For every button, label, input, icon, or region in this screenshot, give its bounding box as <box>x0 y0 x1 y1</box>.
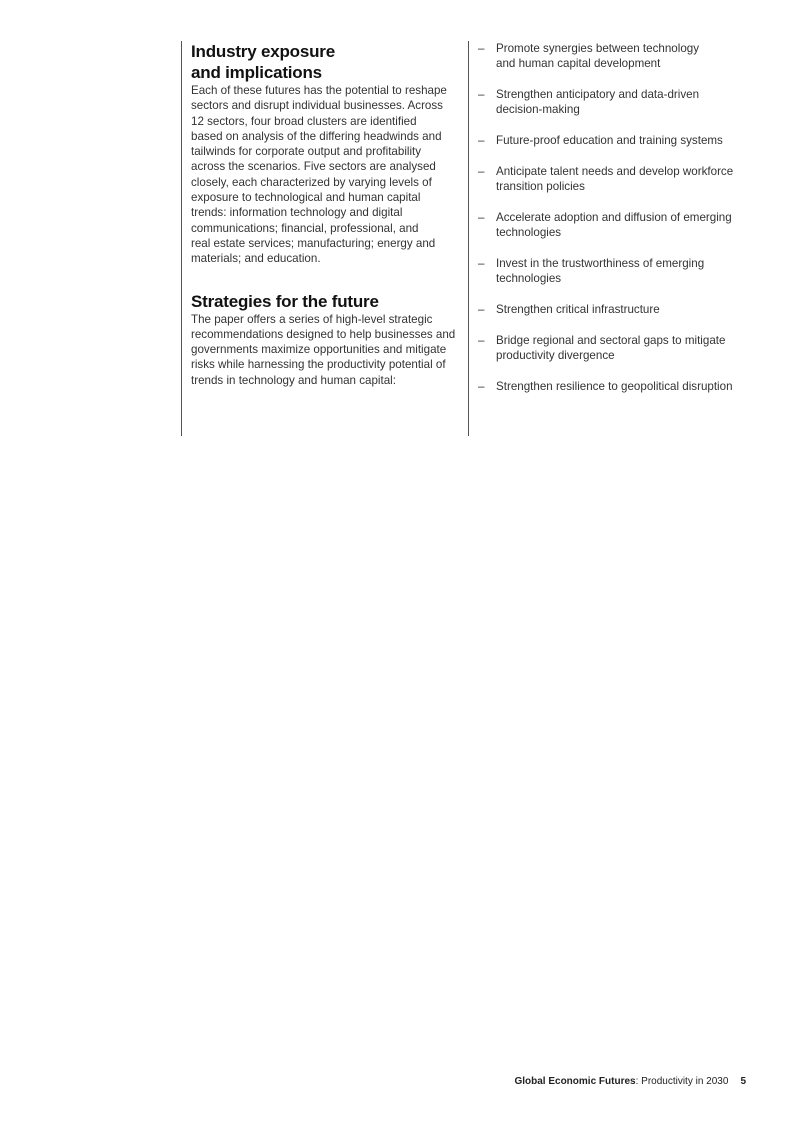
body-line: closely, each characterized by varying levels of <box>191 175 432 189</box>
body-line: governments maximize opportunities and mitigate <box>191 343 447 357</box>
dash-bullet: – <box>478 134 485 148</box>
list-item-line: technologies <box>496 226 562 240</box>
section-body-strategies <box>191 312 459 388</box>
title-line: and implications <box>191 63 322 82</box>
body-line: sectors and disrupt individual businesses. Across <box>191 99 443 113</box>
body-line: trends in technology and human capital: <box>191 373 396 387</box>
list-item-line: Invest in the trustworthiness of emerging <box>496 257 705 271</box>
list-item <box>469 210 749 241</box>
list-item-line: Strengthen critical infrastructure <box>496 303 660 317</box>
body-line: risks while harnessing the productivity potential of <box>191 358 446 372</box>
dash-bullet: – <box>478 42 485 55</box>
list-item <box>469 164 749 195</box>
body-line: The paper offers a series of high-level strategic <box>191 312 433 326</box>
list-item-line: and human capital development <box>496 57 661 71</box>
list-item <box>469 302 749 317</box>
list-item <box>469 379 749 394</box>
footer-separator: : <box>635 1076 639 1087</box>
body-line: real estate services; manufacturing; energy and <box>191 236 436 250</box>
page-number: 5 <box>740 1076 746 1087</box>
right-column <box>468 41 748 436</box>
list-item-line: Bridge regional and sectoral gaps to mitigate <box>496 334 726 348</box>
dash-bullet: – <box>478 211 485 225</box>
list-item <box>469 133 749 148</box>
list-item-line: productivity divergence <box>496 349 615 363</box>
list-item-line: transition policies <box>496 180 585 194</box>
list-item <box>469 87 749 118</box>
body-line: trends: information technology and digital <box>191 206 403 220</box>
section-title-industry-exposure <box>191 41 459 83</box>
body-line: exposure to technological and human capital <box>191 191 421 205</box>
list-item <box>469 41 749 72</box>
list-item-line: Strengthen anticipatory and data-driven <box>496 88 700 102</box>
recommendations-list <box>469 41 749 410</box>
dash-bullet: – <box>478 164 485 178</box>
section-body-industry-exposure <box>191 83 459 267</box>
body-line: recommendations designed to help businesses and <box>191 327 456 341</box>
list-item-line: Strengthen resilience to geopolitical disruption <box>496 380 733 394</box>
body-line: based on analysis of the differing headwinds and <box>191 129 442 143</box>
list-item-line: technologies <box>496 272 562 286</box>
dash-bullet: – <box>478 334 485 348</box>
list-item-line: Accelerate adoption and diffusion of emerging <box>496 211 732 225</box>
section-title-strategies <box>191 291 459 312</box>
body-line: across the scenarios. Five sectors are analysed <box>191 160 436 174</box>
dash-bullet: – <box>478 257 485 271</box>
body-line: tailwinds for corporate output and profitability <box>191 145 422 159</box>
body-line: 12 sectors, four broad clusters are identified <box>191 114 417 128</box>
body-line: materials; and education. <box>191 252 321 266</box>
list-item-line: Promote synergies between technology <box>496 42 700 55</box>
footer-subtitle: Productivity in 2030 <box>638 1076 729 1087</box>
list-item <box>469 333 749 364</box>
list-item-line: Future-proof education and training systems <box>496 134 723 148</box>
body-line: Each of these futures has the potential to reshape <box>191 84 447 97</box>
list-item <box>469 256 749 287</box>
body-line: communications; financial, professional, and <box>191 221 419 235</box>
list-item-line: Anticipate talent needs and develop workforce <box>496 164 734 178</box>
list-item-line: decision-making <box>496 103 580 117</box>
footer-publication: Global Economic Futures <box>514 1076 636 1087</box>
left-column <box>181 41 459 436</box>
dash-bullet: – <box>478 303 485 317</box>
title-line: Strategies for the future <box>191 291 379 311</box>
page-footer <box>514 1076 746 1087</box>
dash-bullet: – <box>478 88 485 102</box>
title-line: Industry exposure <box>191 42 335 61</box>
dash-bullet: – <box>478 380 485 394</box>
